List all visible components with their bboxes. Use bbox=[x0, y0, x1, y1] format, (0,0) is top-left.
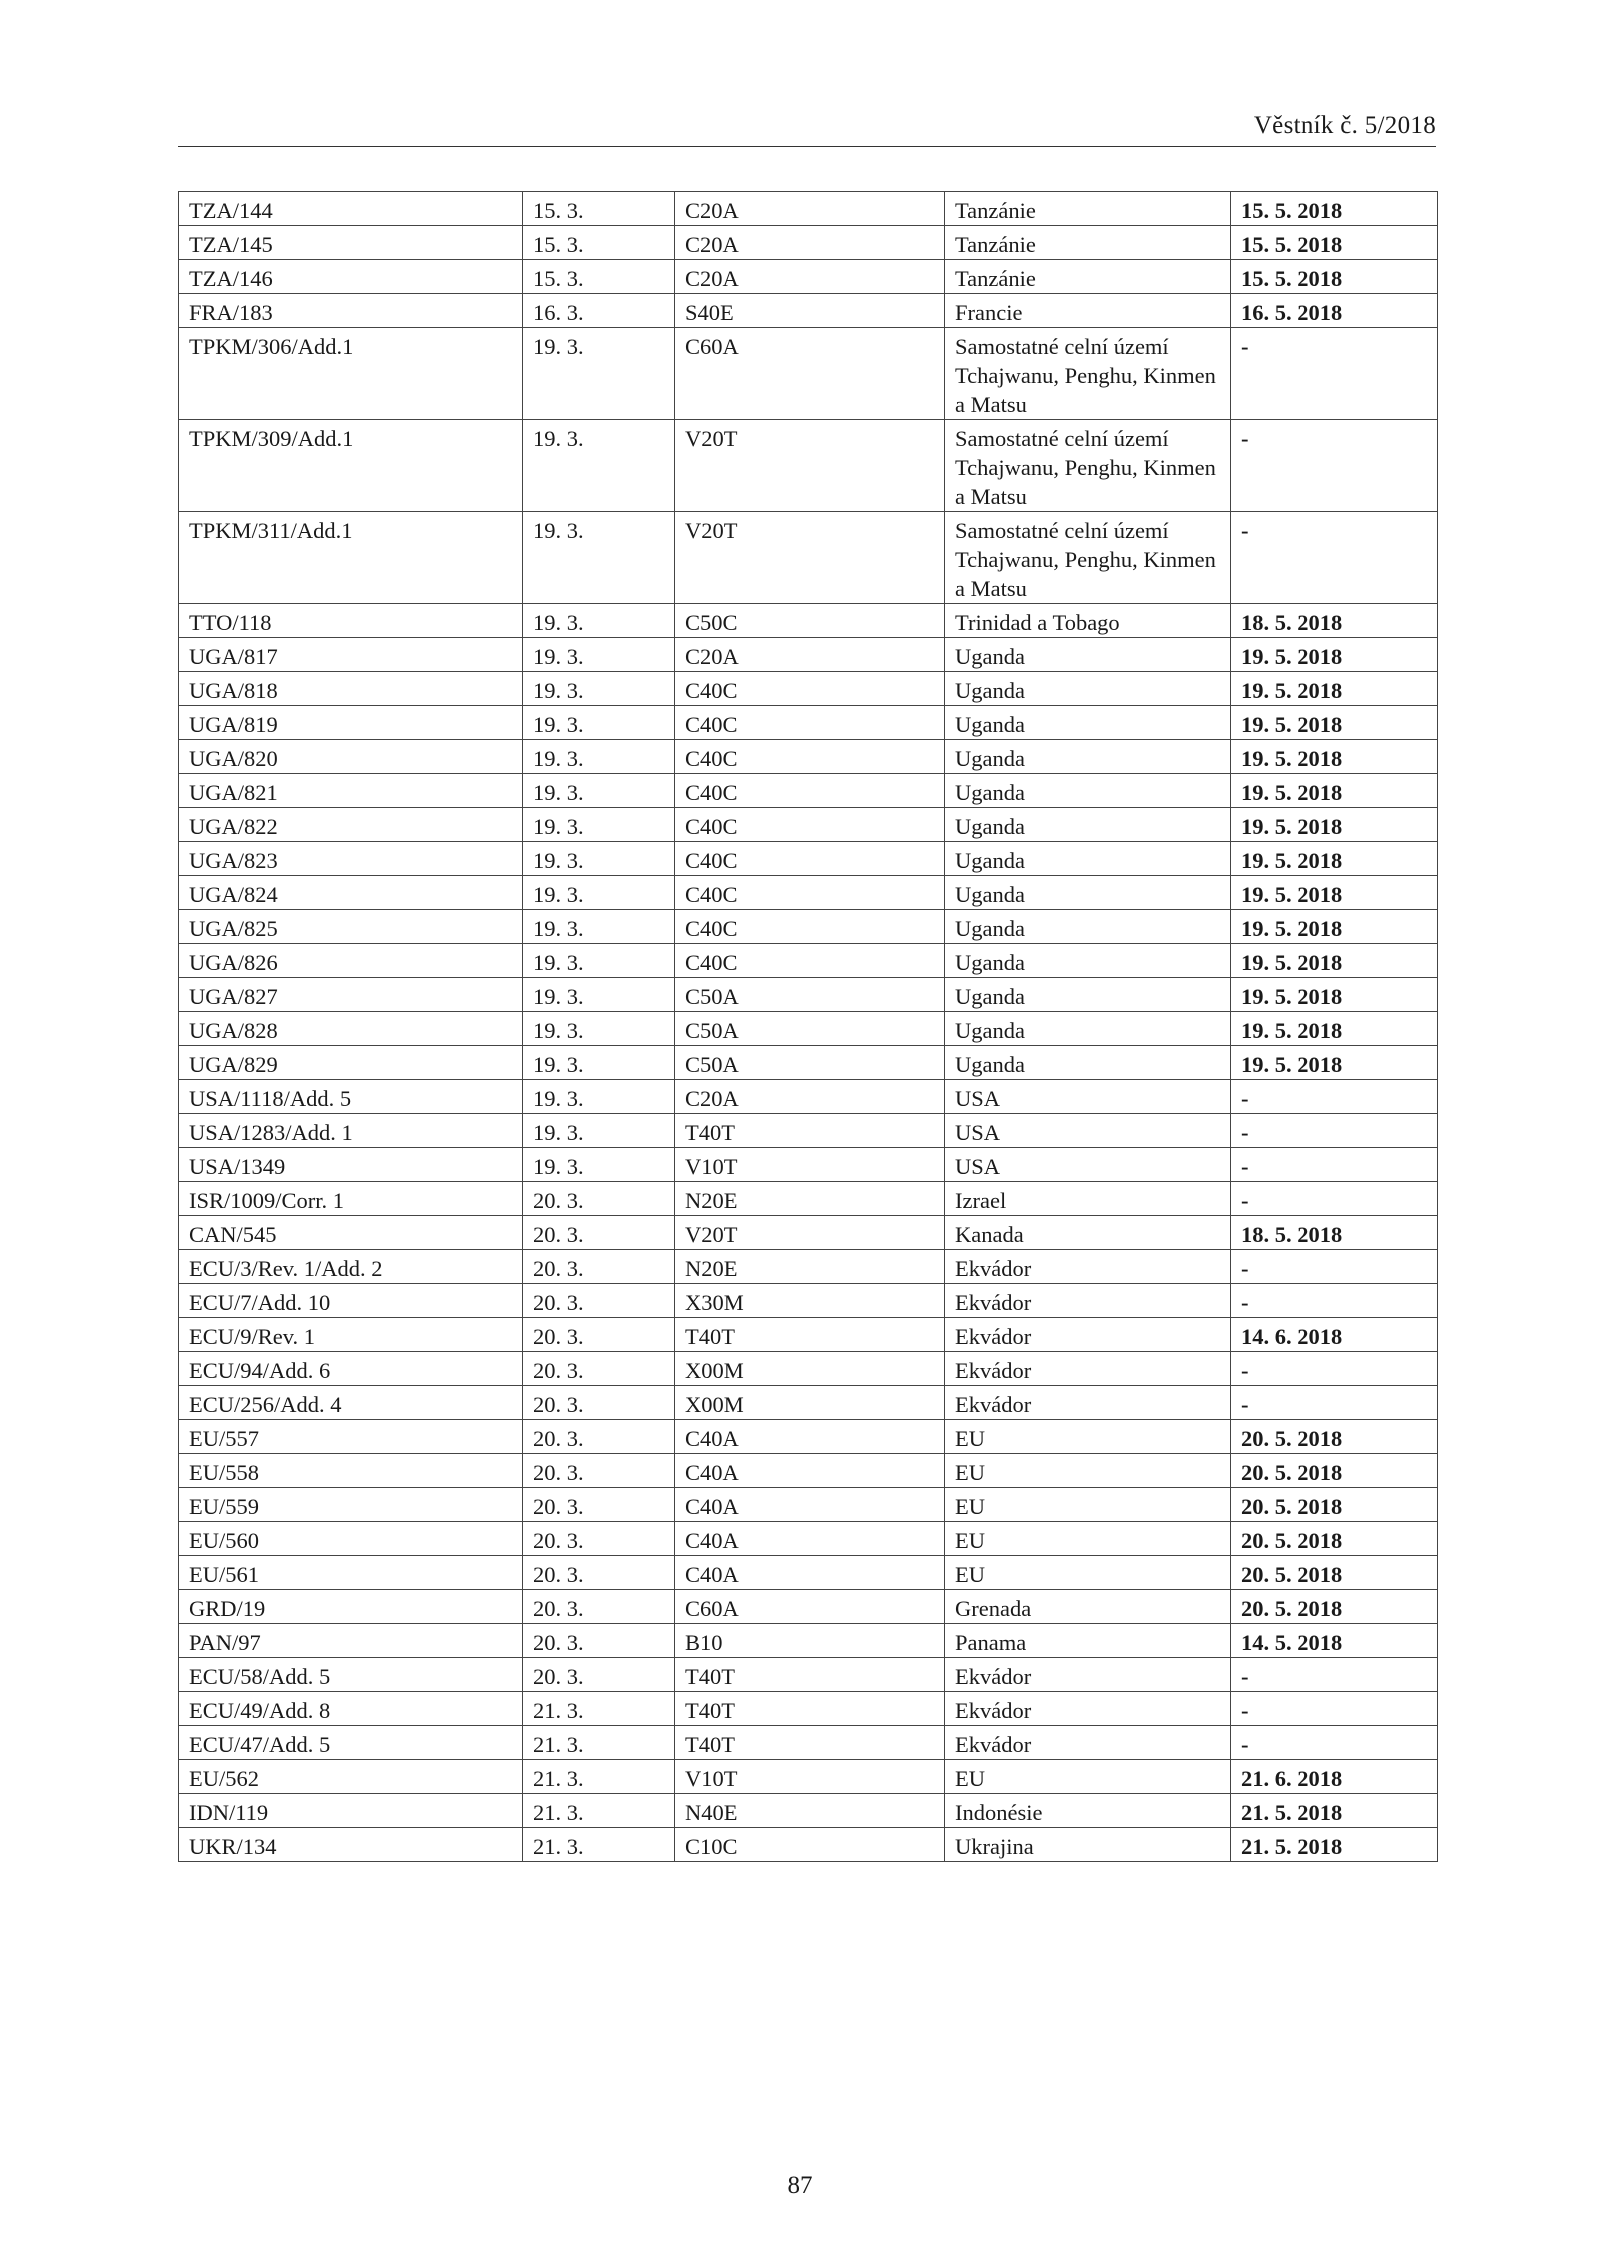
notification-code-cell: TPKM/309/Add.1 bbox=[179, 420, 523, 512]
category-code-cell: T40T bbox=[675, 1658, 945, 1692]
member-cell: Tanzánie bbox=[945, 226, 1231, 260]
notification-code-cell: IDN/119 bbox=[179, 1794, 523, 1828]
notification-code-cell: ECU/47/Add. 5 bbox=[179, 1726, 523, 1760]
date-cell: 21. 3. bbox=[523, 1692, 675, 1726]
notification-code-cell: UGA/822 bbox=[179, 808, 523, 842]
category-code-cell: C40C bbox=[675, 706, 945, 740]
notification-code-cell: ECU/9/Rev. 1 bbox=[179, 1318, 523, 1352]
date-cell: 19. 3. bbox=[523, 808, 675, 842]
table-row bbox=[179, 294, 1438, 328]
deadline-cell: 19. 5. 2018 bbox=[1231, 910, 1438, 944]
member-cell: EU bbox=[945, 1420, 1231, 1454]
category-code-cell: T40T bbox=[675, 1318, 945, 1352]
notification-code-cell: FRA/183 bbox=[179, 294, 523, 328]
table-row bbox=[179, 1658, 1438, 1692]
notification-code-cell: ECU/256/Add. 4 bbox=[179, 1386, 523, 1420]
deadline-cell: 20. 5. 2018 bbox=[1231, 1522, 1438, 1556]
deadline-cell: 19. 5. 2018 bbox=[1231, 842, 1438, 876]
notification-code-cell: UGA/817 bbox=[179, 638, 523, 672]
category-code-cell: V10T bbox=[675, 1148, 945, 1182]
notification-code-cell: EU/562 bbox=[179, 1760, 523, 1794]
deadline-cell: 20. 5. 2018 bbox=[1231, 1590, 1438, 1624]
member-cell: Ekvádor bbox=[945, 1284, 1231, 1318]
table-row bbox=[179, 1114, 1438, 1148]
table-row bbox=[179, 1284, 1438, 1318]
member-cell: Uganda bbox=[945, 910, 1231, 944]
deadline-cell: 21. 5. 2018 bbox=[1231, 1794, 1438, 1828]
deadline-cell: - bbox=[1231, 1386, 1438, 1420]
member-cell: Uganda bbox=[945, 876, 1231, 910]
category-code-cell: C40C bbox=[675, 842, 945, 876]
deadline-cell: 19. 5. 2018 bbox=[1231, 672, 1438, 706]
notification-code-cell: TZA/145 bbox=[179, 226, 523, 260]
category-code-cell: C40C bbox=[675, 808, 945, 842]
table-body bbox=[179, 192, 1438, 1862]
member-cell: Kanada bbox=[945, 1216, 1231, 1250]
table-row bbox=[179, 1046, 1438, 1080]
member-cell: Indonésie bbox=[945, 1794, 1231, 1828]
member-cell: Uganda bbox=[945, 706, 1231, 740]
date-cell: 20. 3. bbox=[523, 1284, 675, 1318]
member-cell: Tanzánie bbox=[945, 260, 1231, 294]
date-cell: 19. 3. bbox=[523, 706, 675, 740]
date-cell: 19. 3. bbox=[523, 740, 675, 774]
notification-code-cell: USA/1349 bbox=[179, 1148, 523, 1182]
deadline-cell: - bbox=[1231, 1080, 1438, 1114]
category-code-cell: C40A bbox=[675, 1556, 945, 1590]
date-cell: 20. 3. bbox=[523, 1556, 675, 1590]
date-cell: 19. 3. bbox=[523, 1012, 675, 1046]
notification-code-cell: UGA/829 bbox=[179, 1046, 523, 1080]
deadline-cell: 20. 5. 2018 bbox=[1231, 1420, 1438, 1454]
member-cell: Samostatné celní území Tchajwanu, Penghu, Kinmen a Matsu bbox=[945, 420, 1231, 512]
notification-code-cell: TZA/144 bbox=[179, 192, 523, 226]
date-cell: 20. 3. bbox=[523, 1352, 675, 1386]
date-cell: 19. 3. bbox=[523, 842, 675, 876]
table-row bbox=[179, 672, 1438, 706]
category-code-cell: B10 bbox=[675, 1624, 945, 1658]
deadline-cell: 20. 5. 2018 bbox=[1231, 1556, 1438, 1590]
deadline-cell: 15. 5. 2018 bbox=[1231, 192, 1438, 226]
table-row bbox=[179, 740, 1438, 774]
deadline-cell: 16. 5. 2018 bbox=[1231, 294, 1438, 328]
journal-issue-title: Věstník č. 5/2018 bbox=[1253, 112, 1436, 139]
date-cell: 20. 3. bbox=[523, 1488, 675, 1522]
category-code-cell: V20T bbox=[675, 512, 945, 604]
category-code-cell: T40T bbox=[675, 1114, 945, 1148]
date-cell: 20. 3. bbox=[523, 1420, 675, 1454]
table-row bbox=[179, 260, 1438, 294]
table-row bbox=[179, 1216, 1438, 1250]
notification-code-cell: UGA/820 bbox=[179, 740, 523, 774]
deadline-cell: 18. 5. 2018 bbox=[1231, 604, 1438, 638]
member-cell: Ekvádor bbox=[945, 1250, 1231, 1284]
member-cell: Samostatné celní území Tchajwanu, Penghu, Kinmen a Matsu bbox=[945, 328, 1231, 420]
category-code-cell: N20E bbox=[675, 1182, 945, 1216]
notification-code-cell: EU/559 bbox=[179, 1488, 523, 1522]
member-cell: USA bbox=[945, 1148, 1231, 1182]
category-code-cell: C40A bbox=[675, 1420, 945, 1454]
deadline-cell: 18. 5. 2018 bbox=[1231, 1216, 1438, 1250]
table-row bbox=[179, 1726, 1438, 1760]
category-code-cell: C20A bbox=[675, 638, 945, 672]
category-code-cell: C40C bbox=[675, 876, 945, 910]
table-row bbox=[179, 1318, 1438, 1352]
notification-code-cell: UGA/819 bbox=[179, 706, 523, 740]
member-cell: Ekvádor bbox=[945, 1352, 1231, 1386]
member-cell: Uganda bbox=[945, 842, 1231, 876]
date-cell: 15. 3. bbox=[523, 226, 675, 260]
category-code-cell: C40C bbox=[675, 944, 945, 978]
table-row bbox=[179, 1624, 1438, 1658]
notification-table bbox=[178, 191, 1438, 1862]
category-code-cell: C20A bbox=[675, 1080, 945, 1114]
notification-code-cell: UGA/818 bbox=[179, 672, 523, 706]
category-code-cell: C40A bbox=[675, 1522, 945, 1556]
category-code-cell: C50A bbox=[675, 978, 945, 1012]
deadline-cell: 19. 5. 2018 bbox=[1231, 774, 1438, 808]
notification-code-cell: UGA/823 bbox=[179, 842, 523, 876]
date-cell: 19. 3. bbox=[523, 672, 675, 706]
category-code-cell: C40A bbox=[675, 1488, 945, 1522]
member-cell: EU bbox=[945, 1760, 1231, 1794]
deadline-cell: 14. 6. 2018 bbox=[1231, 1318, 1438, 1352]
date-cell: 21. 3. bbox=[523, 1726, 675, 1760]
deadline-cell: - bbox=[1231, 420, 1438, 512]
table-row bbox=[179, 328, 1438, 420]
member-cell: Trinidad a Tobago bbox=[945, 604, 1231, 638]
table-row bbox=[179, 1692, 1438, 1726]
deadline-cell: 20. 5. 2018 bbox=[1231, 1454, 1438, 1488]
date-cell: 19. 3. bbox=[523, 774, 675, 808]
date-cell: 19. 3. bbox=[523, 910, 675, 944]
deadline-cell: - bbox=[1231, 328, 1438, 420]
deadline-cell: - bbox=[1231, 1658, 1438, 1692]
deadline-cell: 19. 5. 2018 bbox=[1231, 638, 1438, 672]
date-cell: 21. 3. bbox=[523, 1760, 675, 1794]
member-cell: Ekvádor bbox=[945, 1658, 1231, 1692]
date-cell: 19. 3. bbox=[523, 1114, 675, 1148]
notification-code-cell: USA/1283/Add. 1 bbox=[179, 1114, 523, 1148]
category-code-cell: C50A bbox=[675, 1012, 945, 1046]
table-row bbox=[179, 1760, 1438, 1794]
notification-code-cell: TPKM/311/Add.1 bbox=[179, 512, 523, 604]
member-cell: Samostatné celní území Tchajwanu, Penghu, Kinmen a Matsu bbox=[945, 512, 1231, 604]
date-cell: 15. 3. bbox=[523, 260, 675, 294]
notification-code-cell: ECU/3/Rev. 1/Add. 2 bbox=[179, 1250, 523, 1284]
deadline-cell: 19. 5. 2018 bbox=[1231, 706, 1438, 740]
category-code-cell: C50C bbox=[675, 604, 945, 638]
table-row bbox=[179, 706, 1438, 740]
category-code-cell: X00M bbox=[675, 1352, 945, 1386]
date-cell: 20. 3. bbox=[523, 1386, 675, 1420]
table-row bbox=[179, 842, 1438, 876]
member-cell: USA bbox=[945, 1080, 1231, 1114]
notification-code-cell: ISR/1009/Corr. 1 bbox=[179, 1182, 523, 1216]
table-row bbox=[179, 1148, 1438, 1182]
category-code-cell: C40A bbox=[675, 1454, 945, 1488]
deadline-cell: - bbox=[1231, 1284, 1438, 1318]
table-row bbox=[179, 978, 1438, 1012]
deadline-cell: 19. 5. 2018 bbox=[1231, 944, 1438, 978]
member-cell: EU bbox=[945, 1556, 1231, 1590]
deadline-cell: - bbox=[1231, 1250, 1438, 1284]
date-cell: 20. 3. bbox=[523, 1522, 675, 1556]
member-cell: EU bbox=[945, 1454, 1231, 1488]
table-row bbox=[179, 876, 1438, 910]
deadline-cell: 19. 5. 2018 bbox=[1231, 978, 1438, 1012]
date-cell: 19. 3. bbox=[523, 1148, 675, 1182]
category-code-cell: C50A bbox=[675, 1046, 945, 1080]
category-code-cell: V20T bbox=[675, 1216, 945, 1250]
member-cell: Ekvádor bbox=[945, 1726, 1231, 1760]
notification-code-cell: ECU/7/Add. 10 bbox=[179, 1284, 523, 1318]
table-row bbox=[179, 1012, 1438, 1046]
member-cell: Grenada bbox=[945, 1590, 1231, 1624]
table-row bbox=[179, 1386, 1438, 1420]
deadline-cell: 19. 5. 2018 bbox=[1231, 1046, 1438, 1080]
member-cell: Uganda bbox=[945, 740, 1231, 774]
notification-code-cell: ECU/49/Add. 8 bbox=[179, 1692, 523, 1726]
member-cell: Ekvádor bbox=[945, 1386, 1231, 1420]
table-row bbox=[179, 774, 1438, 808]
date-cell: 19. 3. bbox=[523, 876, 675, 910]
member-cell: Ekvádor bbox=[945, 1692, 1231, 1726]
date-cell: 19. 3. bbox=[523, 1046, 675, 1080]
date-cell: 21. 3. bbox=[523, 1794, 675, 1828]
member-cell: EU bbox=[945, 1522, 1231, 1556]
member-cell: Izrael bbox=[945, 1182, 1231, 1216]
notification-code-cell: UGA/821 bbox=[179, 774, 523, 808]
member-cell: Ukrajina bbox=[945, 1828, 1231, 1862]
deadline-cell: - bbox=[1231, 512, 1438, 604]
deadline-cell: - bbox=[1231, 1726, 1438, 1760]
member-cell: Uganda bbox=[945, 774, 1231, 808]
category-code-cell: C40C bbox=[675, 740, 945, 774]
notification-code-cell: UGA/828 bbox=[179, 1012, 523, 1046]
notification-code-cell: CAN/545 bbox=[179, 1216, 523, 1250]
table-row bbox=[179, 638, 1438, 672]
member-cell: Uganda bbox=[945, 638, 1231, 672]
date-cell: 19. 3. bbox=[523, 638, 675, 672]
table-row bbox=[179, 192, 1438, 226]
deadline-cell: 19. 5. 2018 bbox=[1231, 740, 1438, 774]
notification-code-cell: UGA/826 bbox=[179, 944, 523, 978]
table-row bbox=[179, 1352, 1438, 1386]
category-code-cell: N40E bbox=[675, 1794, 945, 1828]
category-code-cell: C40C bbox=[675, 672, 945, 706]
deadline-cell: - bbox=[1231, 1182, 1438, 1216]
notification-code-cell: TZA/146 bbox=[179, 260, 523, 294]
category-code-cell: C40C bbox=[675, 774, 945, 808]
date-cell: 16. 3. bbox=[523, 294, 675, 328]
deadline-cell: - bbox=[1231, 1692, 1438, 1726]
date-cell: 19. 3. bbox=[523, 1080, 675, 1114]
notification-code-cell: UGA/825 bbox=[179, 910, 523, 944]
table-row bbox=[179, 910, 1438, 944]
date-cell: 19. 3. bbox=[523, 512, 675, 604]
category-code-cell: C40C bbox=[675, 910, 945, 944]
date-cell: 20. 3. bbox=[523, 1250, 675, 1284]
member-cell: USA bbox=[945, 1114, 1231, 1148]
member-cell: EU bbox=[945, 1488, 1231, 1522]
member-cell: Uganda bbox=[945, 978, 1231, 1012]
notification-code-cell: ECU/58/Add. 5 bbox=[179, 1658, 523, 1692]
deadline-cell: - bbox=[1231, 1114, 1438, 1148]
deadline-cell: 19. 5. 2018 bbox=[1231, 1012, 1438, 1046]
notification-code-cell: GRD/19 bbox=[179, 1590, 523, 1624]
date-cell: 21. 3. bbox=[523, 1828, 675, 1862]
date-cell: 20. 3. bbox=[523, 1216, 675, 1250]
date-cell: 19. 3. bbox=[523, 604, 675, 638]
table-row bbox=[179, 944, 1438, 978]
date-cell: 20. 3. bbox=[523, 1454, 675, 1488]
category-code-cell: C20A bbox=[675, 226, 945, 260]
member-cell: Ekvádor bbox=[945, 1318, 1231, 1352]
member-cell: Uganda bbox=[945, 944, 1231, 978]
category-code-cell: C60A bbox=[675, 1590, 945, 1624]
notification-code-cell: USA/1118/Add. 5 bbox=[179, 1080, 523, 1114]
category-code-cell: X30M bbox=[675, 1284, 945, 1318]
table-row bbox=[179, 1420, 1438, 1454]
table-row bbox=[179, 1522, 1438, 1556]
member-cell: Francie bbox=[945, 294, 1231, 328]
notification-code-cell: EU/560 bbox=[179, 1522, 523, 1556]
deadline-cell: 19. 5. 2018 bbox=[1231, 808, 1438, 842]
category-code-cell: T40T bbox=[675, 1692, 945, 1726]
date-cell: 20. 3. bbox=[523, 1182, 675, 1216]
date-cell: 19. 3. bbox=[523, 328, 675, 420]
deadline-cell: 21. 5. 2018 bbox=[1231, 1828, 1438, 1862]
notification-code-cell: UGA/827 bbox=[179, 978, 523, 1012]
member-cell: Uganda bbox=[945, 1046, 1231, 1080]
notification-code-cell: TPKM/306/Add.1 bbox=[179, 328, 523, 420]
deadline-cell: 15. 5. 2018 bbox=[1231, 260, 1438, 294]
date-cell: 19. 3. bbox=[523, 978, 675, 1012]
category-code-cell: C20A bbox=[675, 192, 945, 226]
deadline-cell: 21. 6. 2018 bbox=[1231, 1760, 1438, 1794]
member-cell: Uganda bbox=[945, 808, 1231, 842]
page-header bbox=[178, 108, 1436, 147]
notification-code-cell: TTO/118 bbox=[179, 604, 523, 638]
table-row bbox=[179, 604, 1438, 638]
table-row bbox=[179, 1556, 1438, 1590]
category-code-cell: T40T bbox=[675, 1726, 945, 1760]
category-code-cell: V10T bbox=[675, 1760, 945, 1794]
table-row bbox=[179, 1080, 1438, 1114]
category-code-cell: C20A bbox=[675, 260, 945, 294]
date-cell: 19. 3. bbox=[523, 944, 675, 978]
member-cell: Panama bbox=[945, 1624, 1231, 1658]
member-cell: Uganda bbox=[945, 1012, 1231, 1046]
deadline-cell: - bbox=[1231, 1352, 1438, 1386]
category-code-cell: X00M bbox=[675, 1386, 945, 1420]
deadline-cell: 19. 5. 2018 bbox=[1231, 876, 1438, 910]
table-row bbox=[179, 1454, 1438, 1488]
table-row bbox=[179, 512, 1438, 604]
deadline-cell: - bbox=[1231, 1148, 1438, 1182]
category-code-cell: C60A bbox=[675, 328, 945, 420]
notification-code-cell: PAN/97 bbox=[179, 1624, 523, 1658]
table-row bbox=[179, 1590, 1438, 1624]
member-cell: Uganda bbox=[945, 672, 1231, 706]
notification-code-cell: EU/558 bbox=[179, 1454, 523, 1488]
category-code-cell: C10C bbox=[675, 1828, 945, 1862]
date-cell: 20. 3. bbox=[523, 1624, 675, 1658]
page-number: 87 bbox=[787, 2172, 813, 2199]
date-cell: 15. 3. bbox=[523, 192, 675, 226]
deadline-cell: 14. 5. 2018 bbox=[1231, 1624, 1438, 1658]
member-cell: Tanzánie bbox=[945, 192, 1231, 226]
table-row bbox=[179, 1794, 1438, 1828]
date-cell: 20. 3. bbox=[523, 1590, 675, 1624]
table-row bbox=[179, 1182, 1438, 1216]
table-row bbox=[179, 1250, 1438, 1284]
notification-code-cell: ECU/94/Add. 6 bbox=[179, 1352, 523, 1386]
notification-code-cell: EU/557 bbox=[179, 1420, 523, 1454]
notification-code-cell: UGA/824 bbox=[179, 876, 523, 910]
category-code-cell: S40E bbox=[675, 294, 945, 328]
notification-code-cell: EU/561 bbox=[179, 1556, 523, 1590]
notification-code-cell: UKR/134 bbox=[179, 1828, 523, 1862]
table-row bbox=[179, 226, 1438, 260]
table-row bbox=[179, 808, 1438, 842]
date-cell: 20. 3. bbox=[523, 1318, 675, 1352]
category-code-cell: N20E bbox=[675, 1250, 945, 1284]
table-row bbox=[179, 420, 1438, 512]
table-row bbox=[179, 1828, 1438, 1862]
date-cell: 20. 3. bbox=[523, 1658, 675, 1692]
deadline-cell: 15. 5. 2018 bbox=[1231, 226, 1438, 260]
category-code-cell: V20T bbox=[675, 420, 945, 512]
table-row bbox=[179, 1488, 1438, 1522]
date-cell: 19. 3. bbox=[523, 420, 675, 512]
deadline-cell: 20. 5. 2018 bbox=[1231, 1488, 1438, 1522]
